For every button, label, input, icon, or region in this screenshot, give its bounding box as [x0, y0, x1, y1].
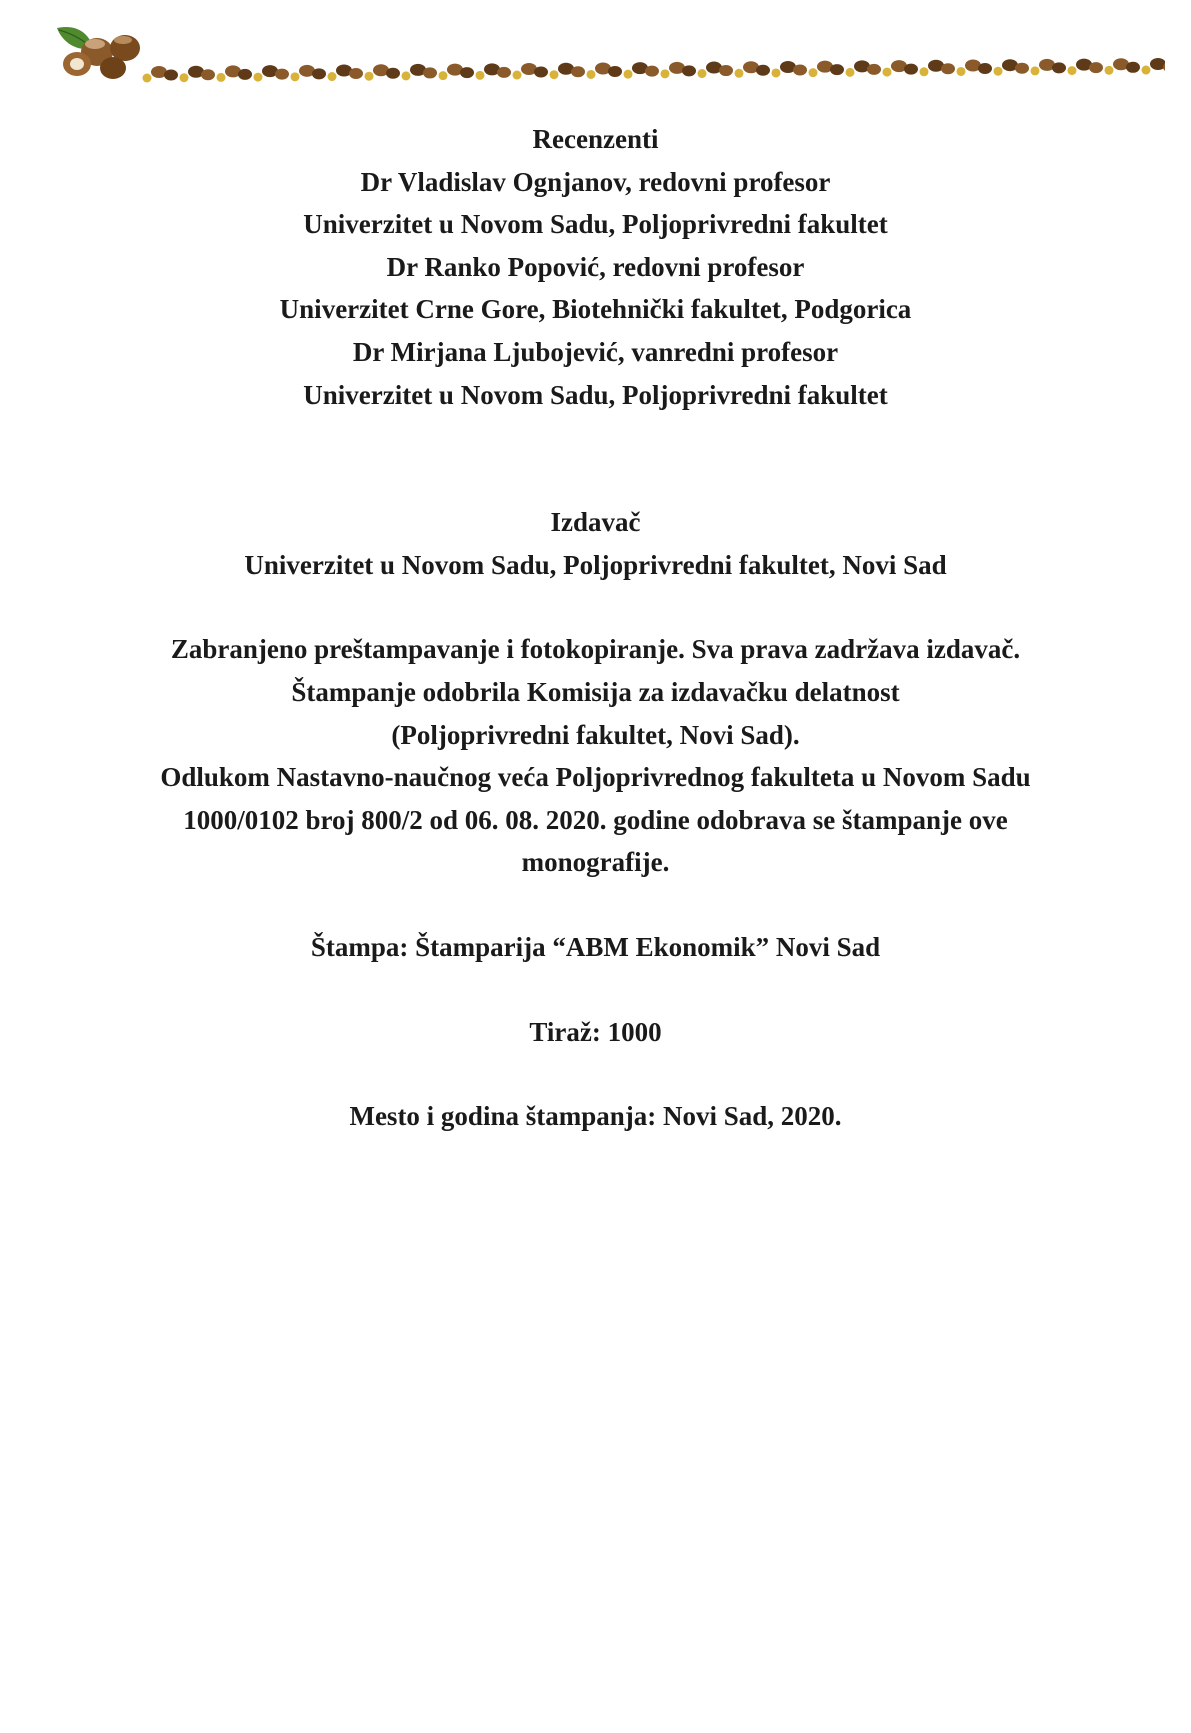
garland-bead: [920, 67, 929, 76]
garland-nut: [164, 70, 178, 81]
garland-bead: [439, 71, 448, 80]
garland-bead: [883, 68, 892, 77]
garland-nut: [386, 68, 400, 79]
garland-bead: [254, 73, 263, 82]
garland-nut: [1089, 62, 1103, 73]
garland-nut: [201, 69, 215, 80]
garland-nut: [719, 65, 733, 76]
garland-bead: [661, 69, 670, 78]
garland-bead: [994, 67, 1003, 76]
garland-bead: [1068, 66, 1077, 75]
garland-nut: [1052, 62, 1066, 73]
garland-nut: [238, 69, 252, 80]
garland-nut: [275, 69, 289, 80]
garland-nut: [1150, 58, 1165, 70]
garland-bead: [1031, 66, 1040, 75]
garland-bead: [624, 70, 633, 79]
garland-bead: [402, 71, 411, 80]
rights-line: Zabranjeno preštampavanje i fotokopiranje. Sva prava zadržava izdavač.: [170, 634, 1021, 665]
garland-bead: [328, 72, 337, 81]
reviewer-line: Dr Vladislav Ognjanov, redovni profesor: [360, 166, 831, 197]
reviewer-line: Dr Ranko Popović, redovni profesor: [386, 251, 805, 282]
garland-nut: [608, 66, 622, 77]
garland-bead: [180, 73, 189, 82]
garland-nut: [645, 66, 659, 77]
garland-bead: [513, 71, 522, 80]
garland-bead: [698, 69, 707, 78]
rights-section: [0, 628, 1191, 884]
garland-bead: [365, 72, 374, 81]
garland-bead: [143, 74, 152, 83]
printer-section: [0, 926, 1191, 969]
reviewer-line: Dr Mirjana Ljubojević, vanredni profesor: [352, 336, 839, 367]
publisher-section: [0, 501, 1191, 586]
place-year-line: Mesto i godina štampanja: Novi Sad, 2020.: [349, 1101, 842, 1132]
garland-bead: [735, 69, 744, 78]
rights-line: (Poljoprivredni fakultet, Novi Sad).: [391, 719, 800, 750]
garland-bead: [846, 68, 855, 77]
print-run-section: [0, 1011, 1191, 1054]
publisher-line: Univerzitet u Novom Sadu, Poljoprivredni fakultet, Novi Sad: [244, 549, 947, 580]
garland-nut: [1015, 63, 1029, 74]
reviewers-heading: Recenzenti: [532, 124, 659, 154]
imprint-text: [0, 118, 1191, 1138]
reviewer-line: Univerzitet u Novom Sadu, Poljoprivredni fakultet: [303, 379, 888, 410]
garland-nut: [682, 65, 696, 76]
reviewer-line: Univerzitet Crne Gore, Biotehnički fakultet, Podgorica: [279, 294, 912, 325]
garland-nut: [941, 63, 955, 74]
garland-nut: [534, 67, 548, 78]
rights-line: monografije.: [521, 847, 670, 878]
garland-nut: [349, 68, 363, 79]
place-year-section: [0, 1095, 1191, 1138]
garland-bead: [550, 70, 559, 79]
garland-nut: [460, 67, 474, 78]
garland-bead: [587, 70, 596, 79]
reviewers-section: [0, 118, 1191, 416]
garland-nut: [571, 66, 585, 77]
garland-nut: [497, 67, 511, 78]
garland-bead: [809, 68, 818, 77]
garland-nut: [978, 63, 992, 74]
garland-bead: [957, 67, 966, 76]
rights-line: 1000/0102 broj 800/2 od 06. 08. 2020. godine odobrava se štampanje ove: [183, 804, 1008, 835]
publisher-heading: Izdavač: [550, 507, 641, 538]
printer-line: Štampa: Štamparija “ABM Ekonomik” Novi Sad: [310, 931, 881, 962]
garland-nut: [793, 64, 807, 75]
garland-nut: [423, 67, 437, 78]
garland-nut: [312, 68, 326, 79]
garland-nut: [830, 64, 844, 75]
hazelnut-garland-icon: [55, 22, 1165, 94]
rights-line: Odlukom Nastavno-naučnog veća Poljoprivrednog fakulteta u Novom Sadu: [160, 762, 1031, 793]
rights-line: Štampanje odobrila Komisija za izdavačku delatnost: [291, 676, 900, 707]
garland-nut: [1126, 62, 1140, 73]
garland-nut: [867, 64, 881, 75]
garland-bead: [1142, 66, 1151, 75]
garland-bead: [217, 73, 226, 82]
garland-bead: [476, 71, 485, 80]
garland-bead: [772, 68, 781, 77]
garland-bead: [1105, 66, 1114, 75]
garland-bead: [291, 72, 300, 81]
reviewer-line: Univerzitet u Novom Sadu, Poljoprivredni fakultet: [303, 209, 888, 240]
print-run-line: Tiraž: 1000: [529, 1016, 662, 1047]
garland-nut: [904, 64, 918, 75]
garland-nut: [756, 65, 770, 76]
